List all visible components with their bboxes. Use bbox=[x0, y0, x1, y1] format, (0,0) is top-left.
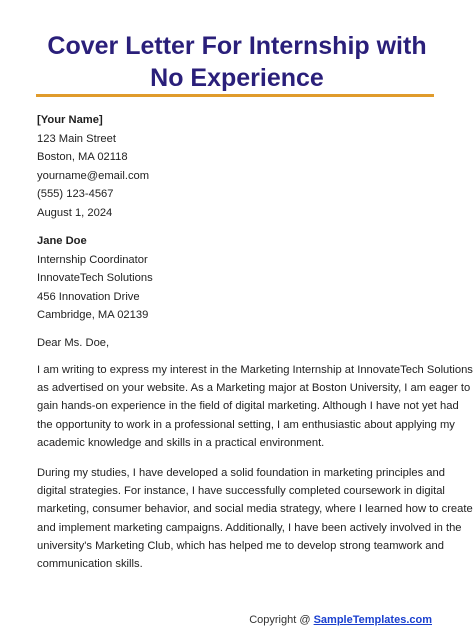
copyright-footer bbox=[249, 613, 432, 627]
sender-city: Boston, MA 02118 bbox=[37, 151, 128, 163]
sender-street: 123 Main Street bbox=[37, 132, 116, 145]
title-line-1: Cover Letter For Internship with bbox=[47, 32, 427, 60]
recipient-street: 456 Innovation Drive bbox=[37, 290, 140, 303]
paragraph-line: and implement marketing campaigns. Additionally, I have been actively involved in the bbox=[37, 521, 462, 534]
sender-email: yourname@email.com bbox=[37, 169, 150, 182]
title-divider bbox=[36, 94, 434, 97]
paragraph-line: digital strategies. For instance, I have successfully completed coursework in digital bbox=[37, 485, 445, 498]
paragraph-line: During my studies, I have developed a solid foundation in marketing principles and bbox=[37, 467, 445, 479]
paragraph-line: university's Marketing Club, which has helped me to develop strong teamwork and bbox=[37, 539, 444, 552]
paragraph-line: communication skills. bbox=[37, 558, 143, 571]
paragraph-line: I am writing to express my interest in the Marketing Internship at InnovateTech Solutions bbox=[37, 364, 473, 376]
sampletemplates-link[interactable]: SampleTemplates.com bbox=[313, 614, 432, 626]
copyright-prefix: Copyright @ bbox=[249, 614, 311, 626]
recipient-city: Cambridge, MA 02139 bbox=[37, 309, 149, 321]
recipient-name: Jane Doe bbox=[37, 235, 87, 247]
recipient-title: Internship Coordinator bbox=[37, 253, 148, 266]
paragraph-line: the opportunity to work in a professional setting, I am enthusiastic about applying my bbox=[37, 418, 455, 431]
sender-phone: (555) 123-4567 bbox=[37, 188, 114, 200]
salutation bbox=[37, 334, 447, 353]
paragraph-line: marketing, consumer behavior, and social media strategy, where I learned how to create bbox=[37, 503, 473, 516]
recipient-address-block bbox=[37, 232, 447, 325]
body-paragraph-2 bbox=[37, 464, 473, 573]
paragraph-line: gain hands-on experience in the field of digital marketing. Although I have not yet had bbox=[37, 400, 459, 413]
letter-date: August 1, 2024 bbox=[37, 206, 113, 219]
paragraph-line: academic knowledge and skills in a practical environment. bbox=[37, 436, 325, 449]
recipient-company: InnovateTech Solutions bbox=[37, 272, 153, 284]
page-title bbox=[20, 30, 454, 94]
salutation-text: Dear Ms. Doe, bbox=[37, 337, 110, 349]
body-paragraph-1 bbox=[37, 361, 473, 452]
paragraph-line: as advertised on your website. As a Marketing major at Boston University, I am eager to bbox=[37, 382, 471, 395]
sender-name: [Your Name] bbox=[37, 114, 103, 126]
sender-address-block bbox=[37, 111, 447, 222]
title-line-2: No Experience bbox=[150, 64, 324, 92]
